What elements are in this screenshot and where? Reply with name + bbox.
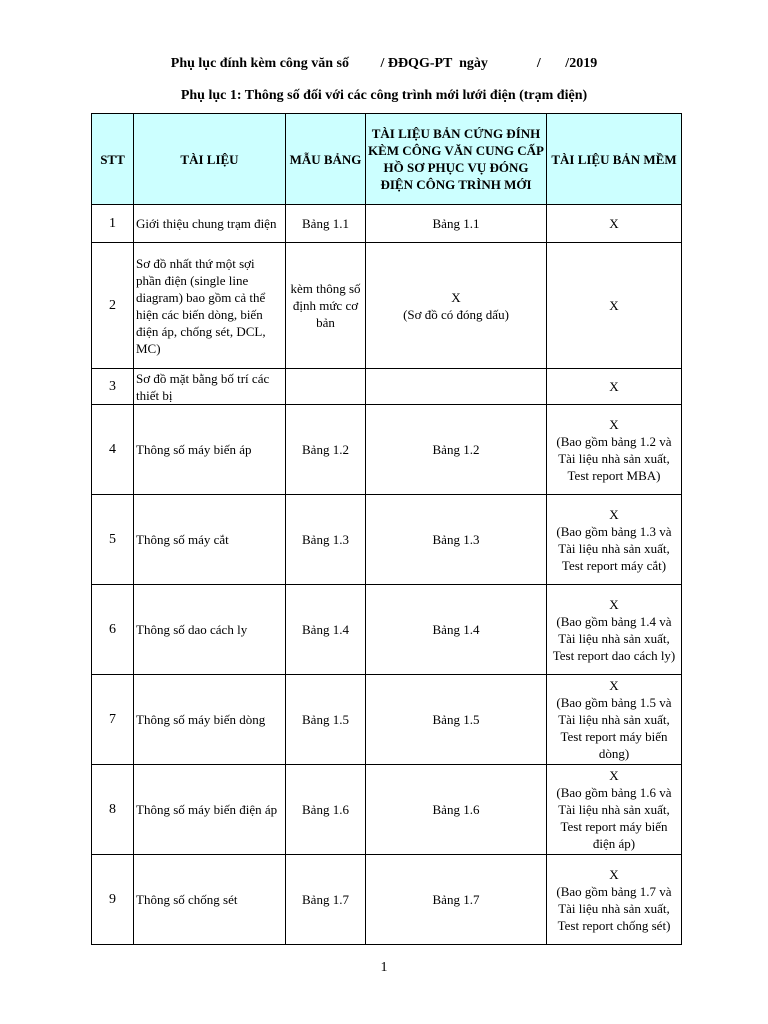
- cell-hard-copy: [366, 205, 547, 243]
- cell-stt: [92, 765, 134, 855]
- cell-form: [286, 585, 366, 675]
- cell-stt-text: 3: [109, 379, 116, 394]
- cell-stt: [92, 243, 134, 369]
- cell-hard-copy-text: Bảng 1.4: [432, 622, 480, 637]
- cell-document: [134, 369, 286, 405]
- cell-document-text: Thông số máy cắt: [136, 532, 229, 547]
- cell-soft-copy-text: X: [609, 678, 619, 693]
- cell-hard-copy-text: Bảng 1.5: [432, 712, 480, 727]
- cell-form: [286, 405, 366, 495]
- cell-soft-copy-note: (Bao gồm bảng 1.2 và Tài liệu nhà sản xuất, Test report MBA): [556, 433, 672, 483]
- cell-soft-copy-note: (Bao gồm bảng 1.4 và Tài liệu nhà sản xuất, Test report dao cách ly): [552, 613, 676, 663]
- table-row: [92, 205, 682, 243]
- cell-hard-copy-text: Bảng 1.1: [432, 216, 480, 231]
- cell-soft-copy: [547, 585, 682, 675]
- cell-stt-text: 2: [109, 298, 116, 313]
- cell-stt: [92, 855, 134, 945]
- cell-hard-copy-text: Bảng 1.6: [432, 802, 480, 817]
- cell-hard-copy-text: Bảng 1.2: [432, 442, 480, 457]
- cell-document: [134, 405, 286, 495]
- cell-soft-copy-text: X: [609, 596, 619, 612]
- cell-document: [134, 205, 286, 243]
- cell-hard-copy-note: (Sơ đồ có đóng dấu): [403, 306, 509, 322]
- table-row: [92, 369, 682, 405]
- column-header-form: MẪU BẢNG: [286, 114, 366, 205]
- cell-hard-copy: [366, 675, 547, 765]
- cell-form: [286, 369, 366, 405]
- cell-soft-copy-text: X: [609, 216, 619, 231]
- cell-hard-copy: [366, 765, 547, 855]
- cell-hard-copy: [366, 855, 547, 945]
- cell-document-text: Thông số máy biến dòng: [136, 712, 266, 727]
- cell-form-text: Bảng 1.5: [302, 712, 349, 727]
- cell-form-text: Bảng 1.4: [302, 622, 349, 637]
- cell-document-text: Thông số máy biến áp: [136, 442, 252, 457]
- cell-soft-copy: [547, 405, 682, 495]
- cell-soft-copy: [547, 495, 682, 585]
- cell-stt: [92, 405, 134, 495]
- cell-form: [286, 765, 366, 855]
- cell-soft-copy-text: X: [609, 298, 619, 313]
- cell-soft-copy-text: X: [609, 506, 619, 522]
- table-row: [92, 495, 682, 585]
- cell-soft-copy: [547, 243, 682, 369]
- cell-soft-copy-note: (Bao gồm bảng 1.7 và Tài liệu nhà sản xuất, Test report chống sét): [556, 883, 672, 933]
- cell-form-text: Bảng 1.1: [302, 216, 349, 231]
- cell-stt-text: 1: [109, 216, 116, 231]
- cell-document-text: Giới thiệu chung trạm điện: [136, 216, 277, 231]
- cell-soft-copy-text: X: [609, 768, 619, 783]
- cell-soft-copy-text: X: [609, 416, 619, 432]
- cell-form: [286, 243, 366, 369]
- cell-soft-copy-note: (Bao gồm bảng 1.3 và Tài liệu nhà sản xuất, Test report máy cắt): [556, 523, 672, 573]
- cell-stt: [92, 495, 134, 585]
- table-row: [92, 675, 682, 765]
- table-row: [92, 855, 682, 945]
- cell-soft-copy-note: (Bao gồm bảng 1.5 và Tài liệu nhà sản xuất, Test report máy biến dòng): [556, 695, 672, 761]
- cell-hard-copy-text: Bảng 1.7: [432, 892, 480, 907]
- cell-soft-copy: [547, 369, 682, 405]
- cell-soft-copy-note: (Bao gồm bảng 1.6 và Tài liệu nhà sản xuất, Test report máy biến điện áp): [556, 785, 672, 851]
- cell-form-text: kèm thông số định mức cơ bản: [290, 281, 361, 330]
- appendix-title: Phụ lục 1: Thông số đối với các công trình mới lưới điện (trạm điện): [180, 88, 588, 103]
- cell-document-text: Sơ đồ nhất thứ một sợi phần điện (single line diagram) bao gồm cả thể hiện các biến dòng, biến điện áp, chống sét, DCL, MC): [136, 255, 266, 356]
- cell-stt-text: 9: [109, 892, 116, 907]
- document-reference-line: Phụ lục đính kèm công văn số / ĐĐQG-PT ngày / /2019: [170, 56, 598, 71]
- cell-hard-copy: [366, 495, 547, 585]
- cell-hard-copy: [366, 405, 547, 495]
- cell-stt-text: 7: [109, 712, 116, 727]
- cell-document: [134, 585, 286, 675]
- cell-document: [134, 855, 286, 945]
- cell-document-text: Thông số máy biến điện áp: [136, 802, 278, 817]
- column-header-document: TÀI LIỆU: [134, 114, 286, 205]
- cell-document-text: Thông số chống sét: [136, 892, 238, 907]
- cell-soft-copy: [547, 205, 682, 243]
- cell-form-text: Bảng 1.2: [302, 442, 349, 457]
- cell-hard-copy: [366, 369, 547, 405]
- cell-form-text: Bảng 1.6: [302, 802, 349, 817]
- cell-hard-copy: [366, 243, 547, 369]
- table-row: [92, 765, 682, 855]
- cell-soft-copy: [547, 675, 682, 765]
- cell-stt: [92, 205, 134, 243]
- column-header-stt: STT: [92, 114, 134, 205]
- cell-form: [286, 855, 366, 945]
- cell-form: [286, 675, 366, 765]
- cell-stt-text: 4: [109, 442, 116, 457]
- cell-document: [134, 495, 286, 585]
- column-header-hard-copy: TÀI LIỆU BẢN CỨNG ĐÍNH KÈM CÔNG VĂN CUNG CẤP HỒ SƠ PHỤC VỤ ĐÓNG ĐIỆN CÔNG TRÌNH MỚI: [366, 114, 547, 205]
- cell-document-text: Sơ đồ mặt bằng bố trí các thiết bị: [136, 370, 270, 403]
- cell-hard-copy-text: Bảng 1.3: [432, 532, 480, 547]
- cell-document: [134, 675, 286, 765]
- cell-stt: [92, 369, 134, 405]
- cell-soft-copy: [547, 765, 682, 855]
- table-row: [92, 405, 682, 495]
- cell-stt: [92, 675, 134, 765]
- cell-document: [134, 765, 286, 855]
- specification-table: [91, 113, 682, 945]
- cell-hard-copy-text: X: [451, 289, 461, 305]
- cell-stt-text: 6: [109, 622, 116, 637]
- column-header-soft-copy: TÀI LIỆU BẢN MỀM: [547, 114, 682, 205]
- cell-form: [286, 205, 366, 243]
- cell-document-text: Thông số dao cách ly: [136, 622, 248, 637]
- cell-document: [134, 243, 286, 369]
- cell-hard-copy: [366, 585, 547, 675]
- cell-soft-copy: [547, 855, 682, 945]
- cell-form: [286, 495, 366, 585]
- cell-stt-text: 8: [109, 802, 116, 817]
- cell-stt: [92, 585, 134, 675]
- cell-soft-copy-text: X: [609, 379, 619, 394]
- table-header-row: [92, 114, 682, 205]
- cell-soft-copy-text: X: [609, 866, 619, 882]
- cell-form-text: Bảng 1.7: [302, 892, 349, 907]
- table-row: [92, 243, 682, 369]
- page-number: 1: [380, 960, 388, 975]
- cell-stt-text: 5: [109, 532, 116, 547]
- cell-form-text: Bảng 1.3: [302, 532, 349, 547]
- table-row: [92, 585, 682, 675]
